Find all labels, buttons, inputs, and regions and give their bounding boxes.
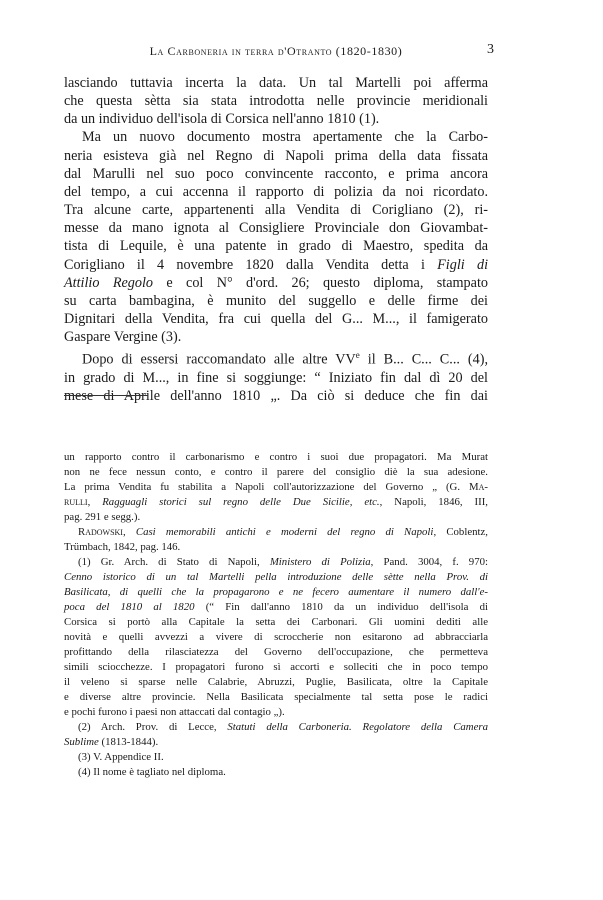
body-text: Corigliano il 4 novembre 1820 dalla Vendita detta i — [64, 256, 425, 273]
work-title: Casi memorabili antichi e moderni del regno di Napoli — [135, 526, 434, 538]
main-text — [64, 74, 488, 406]
body-line: Ma un nuovo documento mostra apertamente che la Carbo- — [82, 129, 488, 146]
running-title: La Carboneria in terra d'Otranto — [149, 44, 333, 58]
archive-series: Ministero di Polizia — [269, 556, 371, 568]
footnote-line — [64, 735, 488, 750]
body-line: Gaspare Vergine (3). — [64, 329, 182, 346]
footnote-line — [64, 585, 488, 600]
document-title: poca del 1810 al 1820 — [64, 601, 195, 613]
footnote-line: e pochi furono i paesi non attaccati dal contagio „). — [64, 706, 285, 718]
footnote-line: Trümbach, 1842, pag. 146. — [64, 541, 181, 553]
footnote-line — [64, 480, 488, 495]
body-line: in grado di M..., in fine si soggiunge: “ Iniziato fin dal dì 20 del — [64, 370, 488, 387]
author-name: rulli — [64, 496, 88, 508]
work-title: Sublime — [64, 736, 99, 748]
footnote-line: novità e quelli avvezzi a vivere di scroccherie non esitarono ad abbracciarla — [64, 631, 488, 643]
footnote-line: profittando della rilasciatezza del Governo dell'occupazione, che permetteva — [64, 646, 488, 658]
footnote-line: il veleno si sparse nelle Calabrie, Abruzzi, Puglie, Basilicata, oltre la Capitale — [64, 676, 488, 688]
body-line: Tra alcune carte, appartenenti alla Vendita di Corigliano (2), ri- — [64, 202, 488, 219]
vendita-name: Attilio Regolo — [64, 274, 154, 291]
footnote-line: simili sciocchezze. I propagatori furono sì accorti e solleciti che in poco tempo — [64, 661, 488, 673]
footnote-line: un rapporto contro il carbonarismo e contro i suoi due propagatori. Ma Murat — [64, 451, 488, 463]
author-name: Ma- — [469, 481, 488, 493]
superscript: e — [355, 350, 360, 361]
footnote-text: (2) Arch. Prov. di Lecce, — [78, 721, 217, 733]
work-title: Ragguagli storici sul regno delle Due Sicilie, etc. — [102, 496, 380, 508]
body-line: tista di Lequile, è una patente in grado di Maestro, spedita da — [64, 238, 488, 255]
body-line: messe da mano ignota al Consigliere Provinciale don Giovambat- — [64, 220, 488, 237]
footnote-line: non ne fece nessun conto, e contro il parere del consiglio diè la sua adesione. — [64, 466, 488, 478]
footnote-line — [64, 525, 488, 540]
footnote-line — [64, 555, 488, 570]
body-line — [64, 274, 488, 292]
body-text: Dopo di essersi raccomandato alle altre VV — [82, 352, 356, 369]
document-title: Basilicata, di quelli che la propagarono e ne fecero aumentare il numero dall'e- — [64, 586, 488, 598]
body-line: su carta bambagina, è munito del suggello e delle firme dei — [64, 292, 488, 309]
footnote-line: pag. 291 e segg.). — [64, 511, 141, 523]
body-line: Dignitari della Vendita, fra cui quella del G... M..., il famigerato — [64, 311, 488, 328]
footnote-line — [64, 570, 488, 585]
footnote-text: , — [87, 496, 91, 508]
footnote-divider — [64, 395, 148, 396]
footnote-text: La prima Vendita fu stabilita a Napoli coll'autorizzazione del Governo „ (G. — [64, 481, 461, 493]
body-text: e col N° d'ord. 26; questo diploma, stampato — [166, 274, 488, 291]
body-line: da un individuo dell'isola di Corsica nell'anno 1810 (1). — [64, 111, 380, 128]
footnote-line — [64, 495, 488, 510]
footnote-line: (4) Il nome è tagliato nel diploma. — [78, 766, 226, 778]
footnote-text: , Pand. 3004, f. 970: — [370, 556, 488, 568]
footnote-line: e diverse altre provincie. Nella Basilicata specialmente tal setta pose le radici — [64, 691, 488, 703]
vendita-name: Figli di — [437, 256, 489, 273]
footnotes — [64, 450, 488, 780]
body-line — [64, 256, 488, 274]
page-number: 3 — [487, 42, 494, 57]
body-text: il B... C... C... (4), — [367, 352, 488, 369]
running-header — [64, 44, 488, 59]
footnote-line: Corsica si portò alla Capitale la setta dei Carbonari. Gli uomini dediti alle — [64, 616, 488, 628]
body-line: lasciando tuttavia incerta la data. Un tal Martelli poi afferma — [64, 75, 488, 91]
footnote-text: , Coblentz, — [433, 526, 488, 538]
footnote-text: (1813-1844). — [101, 736, 159, 748]
running-title-years: (1820-1830) — [335, 44, 403, 58]
document-title: Cenno istorico di un tal Martelli pella introduzione delle sètte nella Prov. di — [64, 571, 488, 583]
body-line: del tempo, a cui accenna il rapporto di polizia da noi ricordato. — [64, 183, 488, 200]
body-line: neria esisteva già nel Regno di Napoli prima della data fissata — [64, 147, 488, 164]
footnote-line — [64, 600, 488, 615]
footnote-text: (1) Gr. Arch. di Stato di Napoli, — [78, 556, 260, 568]
footnote-text: (“ Fin dall'anno 1810 da un individuo dell'isola di — [205, 601, 489, 613]
footnote-text: , — [122, 526, 126, 538]
body-line: che questa sètta sia stata introdotta nelle provincie meridionali — [64, 93, 488, 110]
body-line: mese di Aprile dell'anno 1810 „. Da ciò si deduce che fin dai — [64, 388, 488, 405]
author-name: Radowski — [78, 526, 123, 538]
footnote-line — [64, 720, 488, 735]
body-line: dal Marulli nel suo poco convincente racconto, e prima ancora — [64, 165, 488, 182]
footnote-text: , Napoli, 1846, III, — [379, 496, 488, 508]
work-title: Statuti della Carboneria. Regolatore della Camera — [227, 721, 488, 733]
footnote-line: (3) V. Appendice II. — [78, 751, 164, 763]
body-line — [64, 346, 488, 369]
